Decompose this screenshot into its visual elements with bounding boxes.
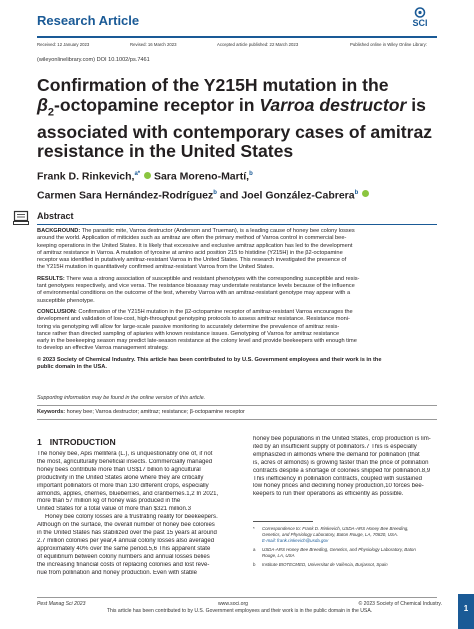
orcid-icon[interactable] [144,172,151,179]
background-label: BACKGROUND: [37,228,81,234]
abstract-line: keeping operations in the United States. It is likely that excessive and exclusive amitraz application has led to the development [37,242,353,249]
abstract-line [37,309,442,316]
section-number: 1 [37,437,42,447]
sci-logo [405,7,435,33]
keywords-label: Keywords: [37,409,66,415]
correspondence-footnote [253,526,443,544]
abstract-results [37,276,442,305]
footnote-rule [253,521,313,522]
abstract-line: receptor was identified in putatively amitraz-resistant Varroa in the United States. This research investigated the presence of [37,257,347,264]
affiliation-marker: b [354,189,359,196]
journal-name: Pest Manag Sci 2023 [37,601,86,607]
section-heading [37,437,116,447]
conclusion-label: CONCLUSION: [37,308,77,315]
body-line: This inefficiency in pollination contracts, coupled with sustained [253,475,422,482]
body-line: important pollinators of more than 130 different crops, especially [37,482,209,489]
abstract-heading: Abstract [37,211,74,221]
published-date: Published online in Wiley Online Library: [350,42,427,47]
body-line: low honey prices and declining honey production,10 forces bee- [253,483,424,490]
sci-logo-icon [411,7,429,18]
keywords-text: honey bee; Varroa destructor; amitraz; resistance; β-octopamine receptor [65,409,245,415]
orcid-icon[interactable] [362,190,369,197]
body-line: contracts despite a shortage of colonies shipped for pollination.8,9 [253,467,431,474]
footnote-marker: b [253,562,256,568]
abstract-line: the Y215H mutation in quantitatively confirmed amitraz-resistant Varroa from the United States. [37,264,275,271]
results-label: RESULTS: [37,275,65,282]
author-list [37,166,442,203]
author-name[interactable]: Carmen Sara Hernández-Rodríguez [37,189,214,201]
abstract-background [37,228,442,272]
title-line-3: associated with contemporary cases of amitraz [37,121,433,142]
abstract-line: public domain in the USA. [37,364,107,371]
title-line-4: resistance in the United States [37,141,294,162]
abstract-line: early in the beekeeping season may predict late-season resistance at the colony level and provide beekeepers with enough time [37,338,357,345]
body-line: United States for a total value of more than $321 million.3 [37,506,191,513]
body-line: almonds, apples, cherries, blueberries, and cranberries.1,2 In 2021, [37,490,219,497]
body-line: honey bees contribute more than US$17 billion to agricultural [37,466,201,473]
abstract-line: susceptible phenotype. [37,297,95,304]
footnote-line [253,562,443,568]
article-dates [37,42,437,50]
body-line: the increasing financial costs of replacing colonies and lost reve- [37,561,210,568]
body-line: keepers to run their operations as efficiently as possible. [253,491,404,498]
body-right-column [253,436,439,499]
section-title: INTRODUCTION [49,437,116,447]
logo-text: SCI [412,18,428,28]
abstract-copyright [37,357,442,372]
author-line-2 [37,185,442,204]
doi[interactable]: (wileyonlinelibrary.com) DOI 10.1002/ps.7461 [37,57,150,63]
body-line: ited by an insufficient supply of pollinators.7 This is especially [253,443,417,450]
body-line: Honey bee colony losses are a frustrating reality for beekeepers. [45,514,218,521]
abstract-conclusion [37,309,442,353]
keywords-rule-top [37,405,437,406]
abstract-line: development and validation of low-cost, high-throughput genotyping protocols to assess amitraz resistance. Resistance moni- [37,316,350,323]
text: Genetics, and Physiology Laboratory, Baton Rouge, LA, 70820, USA. [262,532,399,538]
affiliation-a [253,547,443,559]
received-date: Received: 12 January 2023 [37,42,90,47]
abstract-line: to develop an effective Varroa management strategy. [37,345,169,352]
section-label: Research Article [37,13,140,28]
text: Confirmation of the Y215H mutation in the β2-octopamine receptor of amitraz-resistant Varroa encourages the [76,308,353,315]
body-line: Although on the surface, the overall number of honey bee colonies [37,522,215,529]
keywords-rule-bottom [37,419,437,420]
author-name[interactable]: Joel González-Cabrera [241,189,355,201]
text: Correspondence to: Frank D. Rinkevich, USDA-ARS Honey Bee Breeding, [262,526,409,531]
abstract-line: around the world. Application of miticides such as amitraz are often the primary method of Varroa control in commercial bee- [37,235,347,242]
body-line: of equilibrium between colony numbers and annual losses belies [37,553,210,560]
author-name[interactable]: Frank D. Rinkevich, [37,170,135,183]
accepted-date: Accepted article published: 22 March 2023 [217,42,299,47]
footnote-marker: a [253,547,256,553]
footnotes [253,526,443,572]
footnote-marker: * [253,526,255,531]
abstract-line: tance rather than directed sampling of apiaries with known resistance issues. Genotyping of Varroa for amitraz resistance [37,330,340,337]
abstract-line: tant genotypes respectively, and vice versa. The resistance bioassay may understate resistance levels because of the influence [37,283,355,290]
page-number: 1 [463,604,469,613]
footer-rule [37,597,437,598]
supporting-info: Supporting information may be found in the online version of this article. [37,395,206,401]
title-text: is [406,94,426,115]
footer-note: This article has been contributed to by U.S. Government employees and their work is in the public domain in the USA. [106,608,373,614]
body-line: 2.7 million colonies per year,4 annual colony losses also averaged [37,537,215,544]
abstract-line: © 2023 Society of Chemical Industry. This article has been contributed to by U.S. Government employees and their work is in the [37,356,382,363]
keywords [37,409,437,415]
body-line: nue from pollination and honey production. Even with stable [37,569,198,576]
body-line: more than 57 million kg of honey was produced in the [37,498,181,505]
author-line-1 [37,166,442,185]
title-line-1: Confirmation of the Y215H mutation in the [37,75,389,95]
affiliation-marker: a* [134,171,141,177]
body-line: productivity in the United States alone where they are critically [37,474,204,481]
affiliation-marker: b [249,171,253,177]
site-link[interactable]: www.soci.org [218,601,249,607]
footnote-line [253,553,443,559]
title-text: -octopamine receptor in [54,94,260,115]
abstract-icon [13,210,29,226]
body-line: The honey bee, Apis mellifera (L.), is unquestionably one of, if not [37,451,213,457]
revised-date: Revised: 16 March 2023 [130,42,177,47]
abstract-body [37,228,442,375]
species-name: Varroa destructor [259,94,407,115]
footnote-line [253,538,443,544]
affiliation-b [253,562,443,568]
header-rule [37,36,437,38]
abstract-line: toring via genotyping will allow for large-scale passive monitoring to accurately determine the prevalence of amitraz resis- [37,323,340,330]
body-line: the most, agriculturally beneficial insects. Commercially managed [37,458,213,465]
email-link[interactable]: E-mail: frank.rinkevich@usda.gov [262,538,329,544]
beta-subscript: 2 [47,106,55,119]
title-line-2 [37,96,442,123]
body-line: in the United States has stabilized over the past 15 years at around [37,530,217,537]
footer-copyright: © 2023 Society of Chemical Industry. [358,601,442,607]
body-line: honey bee populations in the United States, crop production is lim- [253,436,431,442]
text: Rouge, LA, USA [262,553,295,559]
text: USDA-ARS Honey Bee Breeding, Genetics, and Physiology Laboratory, Baton [262,547,416,553]
beta-symbol: β [37,94,48,115]
abstract-rule [37,224,437,225]
article-title [37,76,442,162]
text: There was a strong association of susceptible and resistant phenotypes with the corresponding susceptible and resis- [64,275,360,282]
text: The parasitic mite, Varroa destructor (Anderson and Trueman), is a leading cause of honey bee colony losses [80,228,355,234]
abstract-line [37,228,442,235]
page-number-tab [458,594,474,629]
abstract-line: of environmental conditions on the outcome of the test, whereby Varroa with an amitraz-resistant genotype may appear with a [37,290,351,297]
page-footer [37,601,442,621]
abstract-line: of amitraz resistance in Varroa. A mutation of tyrosine at amino acid position 215 to histidine (Y215H) in the β2-octopamine [37,249,343,256]
body-line: approximately 40% over the same period.5,6 This apparent state [37,545,211,552]
body-line: is, acres of almonds) is growing faster than the price of pollination [253,459,429,466]
author-name[interactable]: Sara Moreno-Martí, [153,170,250,183]
affiliation-marker: b [213,189,217,196]
abstract-line [37,276,442,283]
body-left-column [37,451,235,578]
and-text: and [216,189,242,201]
text: Institute BIOTECMED, Universitat de València, Burjassot, Spain [262,562,388,568]
body-line: emphasized in almonds where the demand for pollination (that [253,451,420,458]
